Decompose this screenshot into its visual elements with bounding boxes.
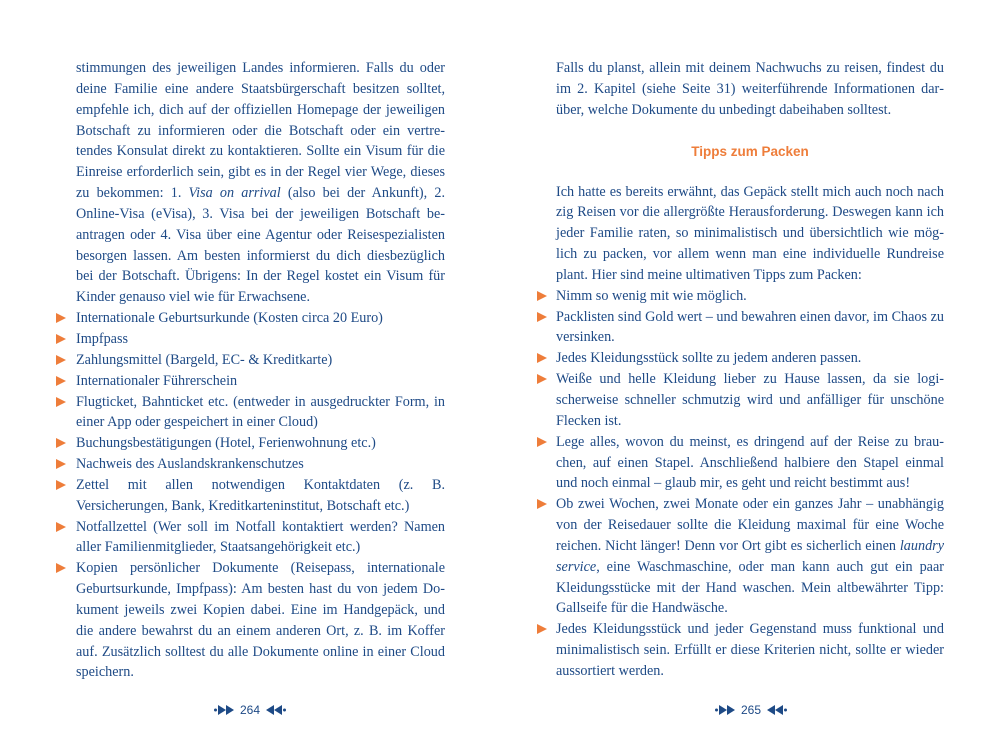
double-arrow-left-icon [765, 705, 787, 715]
double-arrow-right-icon [715, 705, 737, 715]
documents-list [76, 308, 445, 683]
list-item: Nimm so wenig mit wie möglich. [556, 286, 944, 307]
triangle-bullet-icon [537, 291, 547, 301]
list-item: Zettel mit allen notwendigen Kontaktdaten (z. B. Versicherungen, Bank, Kreditkarteninstitut, Botschaft etc.) [76, 475, 445, 517]
triangle-bullet-icon [537, 437, 547, 447]
left-column [76, 58, 445, 683]
triangle-bullet-icon [537, 353, 547, 363]
list-item: Jedes Kleidungsstück sollte zu jedem anderen passen. [556, 348, 944, 369]
list-item: Zahlungsmittel (Bargeld, EC- & Kreditkarte) [76, 350, 445, 371]
list-item: Weiße und helle Kleidung lieber zu Hause lassen, da sie logischerweise schneller schmutzig wird und anfälliger für unschöne Flecken ist. [556, 369, 944, 432]
list-item: Internationaler Führerschein [76, 371, 445, 392]
triangle-bullet-icon [56, 334, 66, 344]
packing-paragraph: Ich hatte es bereits erwähnt, das Gepäck stellt mich auch noch nach zig Reisen vor die allergrößte Herausforderung. Deswegen kann ich jeder Familie raten, so minimalistisch und übersichtlich wie möglich zu packen, vor allem wenn man eine individuelle Rundreise plant. Hier sind meine ultimativen Tipps zum Packen: [556, 183, 944, 283]
right-intro-paragraph: Falls du planst, allein mit deinem Nachwuchs zu reisen, findest du im 2. Kapitel (siehe Seite 31) weiterführende Informationen darüber, welche Dokumente du unbedingt dabeihaben solltest. [556, 60, 944, 118]
list-item: Packlisten sind Gold wert – und bewahren einen davor, im Chaos zu versinken. [556, 307, 944, 349]
triangle-bullet-icon [56, 480, 66, 490]
triangle-bullet-icon [56, 563, 66, 573]
triangle-bullet-icon [537, 499, 547, 509]
triangle-bullet-icon [537, 312, 547, 322]
list-item: Buchungsbestätigungen (Hotel, Ferienwohnung etc.) [76, 433, 445, 454]
list-item: Ob zwei Wochen, zwei Monate oder ein ganzes Jahr – unabhängig von der Reisedauer sollte die Kleidung maximal für eine Woche reichen. Nicht länger! Denn vor Ort gibt es sicherlich einen laundry service, eine Waschmaschine, oder man kann auch gut ein paar Kleidungsstücke mit der Hand waschen. Mein altbewährter Tipp: Gallseife für die Handwäsche. [556, 494, 944, 619]
list-item: Kopien persönlicher Dokumente (Reisepass, internationale Geburtsurkunde, Impfpass): Am besten hast du von jedem Dokument jeweils zwei Kopien dabei. Eine im Handgepäck, und die andere bewahrst du an einem anderen Ort, z. B. im Koffer auf. Zusätzlich solltest du alle Dokumente online in einer Cloud speichern. [76, 558, 445, 683]
triangle-bullet-icon [56, 438, 66, 448]
page-number-left: 264 [214, 703, 286, 717]
left-intro-paragraph: stimmungen des jeweiligen Landes informieren. Falls du oder deine Familie eine andere Staatsbürgerschaft besitzen solltet, empfehle ich, dich auf der offiziellen Homepage der jeweiligen Botschaft zu informieren oder die Botschaft oder ein vertretendes Konsulat direkt zu kontaktieren. Sollte ein Visum für die Einreise erforderlich sein, gibt es in der Regel vier Wege, dieses zu bekommen: 1. Visa on arrival (also bei der Ankunft), 2. Online-Visa (eVisa), 3. Visa bei der jeweiligen Botschaft beantragen oder 4. Visa über eine Agentur oder Reisespezialisten besorgen lassen. Am besten informierst du dich diesbezüglich bei der Botschaft. Übrigens: In der Regel kostet ein Visum für Kinder genauso viel wie für Erwachsene. [76, 60, 445, 306]
triangle-bullet-icon [537, 624, 547, 634]
packing-tips-list [556, 286, 944, 682]
triangle-bullet-icon [56, 522, 66, 532]
section-heading: Tipps zum Packen [691, 143, 809, 159]
double-arrow-left-icon [264, 705, 286, 715]
list-item: Impfpass [76, 329, 445, 350]
triangle-bullet-icon [56, 313, 66, 323]
list-item: Internationale Geburtsurkunde (Kosten circa 20 Euro) [76, 308, 445, 329]
double-arrow-right-icon [214, 705, 236, 715]
triangle-bullet-icon [56, 459, 66, 469]
triangle-bullet-icon [56, 355, 66, 365]
triangle-bullet-icon [537, 374, 547, 384]
triangle-bullet-icon [56, 397, 66, 407]
page-number-right: 265 [715, 703, 787, 717]
right-page [500, 0, 1000, 748]
triangle-bullet-icon [56, 376, 66, 386]
list-item: Jedes Kleidungsstück und jeder Gegenstand muss funktional und minimalistisch sein. Erfüllt er diese Kriterien nicht, sollte er wieder aussortiert werden. [556, 619, 944, 682]
list-item: Nachweis des Auslandskrankenschutzes [76, 454, 445, 475]
list-item: Lege alles, wovon du meinst, es dringend auf der Reise zu brauchen, auf einen Stapel. Anschließend halbiere den Stapel einmal und noch einmal – glaub mir, es geht und reicht bestimmt aus! [556, 432, 944, 495]
list-item: Notfallzettel (Wer soll im Notfall kontaktiert werden? Namen aller Familienmitglieder, Staatsangehörigkeit etc.) [76, 517, 445, 559]
list-item: Flugticket, Bahnticket etc. (entweder in ausgedruckter Form, in einer App oder gespeichert in einer Cloud) [76, 392, 445, 434]
right-column [556, 58, 944, 682]
